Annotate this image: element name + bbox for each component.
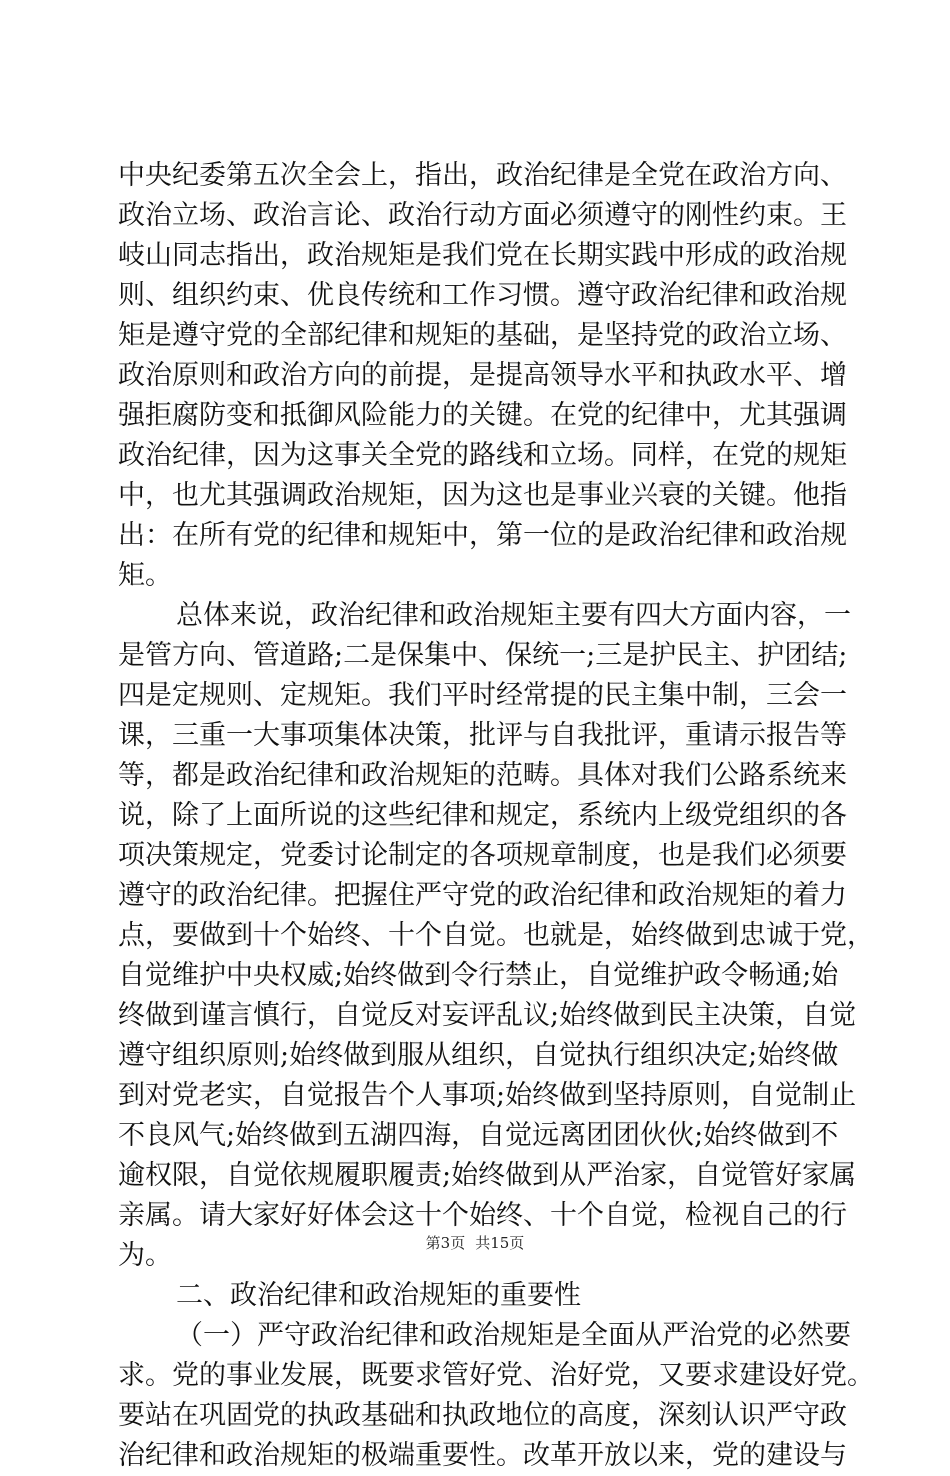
text-line: 等，都是政治纪律和政治规矩的范畴。具体对我们公路系统来 bbox=[118, 760, 847, 791]
text-line: 矩。 bbox=[118, 560, 172, 591]
text-line: 强拒腐防变和抵御风险能力的关键。在党的纪律中，尤其强调 bbox=[118, 400, 847, 431]
text-line: 中央纪委第五次全会上，指出，政治纪律是全党在政治方向、 bbox=[118, 160, 847, 191]
text-line: 遵守组织原则;始终做到服从组织，自觉执行组织决定;始终做 bbox=[118, 1040, 839, 1071]
text-line: 政治纪律，因为这事关全党的路线和立场。同样，在党的规矩 bbox=[118, 440, 847, 471]
text-line: 求。党的事业发展，既要求管好党、治好党，又要求建设好党。 bbox=[118, 1360, 874, 1391]
text-line: 中，也尤其强调政治规矩，因为这也是事业兴衰的关键。他指 bbox=[118, 480, 847, 511]
text-line: 不良风气;始终做到五湖四海，自觉远离团团伙伙;始终做到不 bbox=[118, 1120, 839, 1151]
text-line: 终做到谨言慎行，自觉反对妄评乱议;始终做到民主决策，自觉 bbox=[118, 1000, 857, 1031]
text-line: 出：在所有党的纪律和规矩中，第一位的是政治纪律和政治规 bbox=[118, 520, 847, 551]
body-text bbox=[118, 156, 874, 1476]
text-line: 到对党老实，自觉报告个人事项;始终做到坚持原则，自觉制止 bbox=[118, 1080, 857, 1111]
section-heading: 二、政治纪律和政治规矩的重要性 bbox=[176, 1280, 581, 1311]
text-line: 自觉维护中央权威;始终做到令行禁止，自觉维护政令畅通;始 bbox=[118, 960, 839, 991]
text-line: 是管方向、管道路;二是保集中、保统一;三是护民主、护团结; bbox=[118, 640, 848, 671]
text-line: 为。 bbox=[118, 1240, 172, 1271]
text-line: 项决策规定，党委讨论制定的各项规章制度，也是我们必须要 bbox=[118, 840, 847, 871]
text-line: 岐山同志指出，政治规矩是我们党在长期实践中形成的政治规 bbox=[118, 240, 847, 271]
paragraph-start-line: （一）严守政治纪律和政治规矩是全面从严治党的必然要 bbox=[176, 1320, 851, 1351]
page-number: 第3页 bbox=[425, 1234, 466, 1252]
text-line: 课，三重一大事项集体决策，批评与自我批评，重请示报告等 bbox=[118, 720, 847, 751]
text-line: 则、组织约束、优良传统和工作习惯。遵守政治纪律和政治规 bbox=[118, 280, 847, 311]
text-line: 要站在巩固党的执政基础和执政地位的高度，深刻认识严守政 bbox=[118, 1400, 847, 1431]
text-line: 说，除了上面所说的这些纪律和规定，系统内上级党组织的各 bbox=[118, 800, 847, 831]
text-line: 政治立场、政治言论、政治行动方面必须遵守的刚性约束。王 bbox=[118, 200, 847, 231]
text-line: 四是定规则、定规矩。我们平时经常提的民主集中制，三会一 bbox=[118, 680, 847, 711]
text-line: 点，要做到十个始终、十个自觉。也就是，始终做到忠诚于党， bbox=[118, 920, 874, 951]
paragraph-start-line: 总体来说，政治纪律和政治规矩主要有四大方面内容，一 bbox=[176, 600, 851, 631]
text-line: 政治原则和政治方向的前提，是提高领导水平和执政水平、增 bbox=[118, 360, 847, 391]
page-total: 共15页 bbox=[475, 1234, 525, 1252]
text-line: 遵守的政治纪律。把握住严守党的政治纪律和政治规矩的着力 bbox=[118, 880, 847, 911]
text-line: 逾权限，自觉依规履职履责;始终做到从严治家，自觉管好家属 bbox=[118, 1160, 857, 1191]
text-line: 矩是遵守党的全部纪律和规矩的基础，是坚持党的政治立场、 bbox=[118, 320, 847, 351]
page-footer bbox=[0, 1232, 950, 1253]
text-line: 治纪律和政治规矩的极端重要性。改革开放以来，党的建设与 bbox=[118, 1440, 847, 1471]
text-line: 亲属。请大家好好体会这十个始终、十个自觉，检视自己的行 bbox=[118, 1200, 847, 1231]
